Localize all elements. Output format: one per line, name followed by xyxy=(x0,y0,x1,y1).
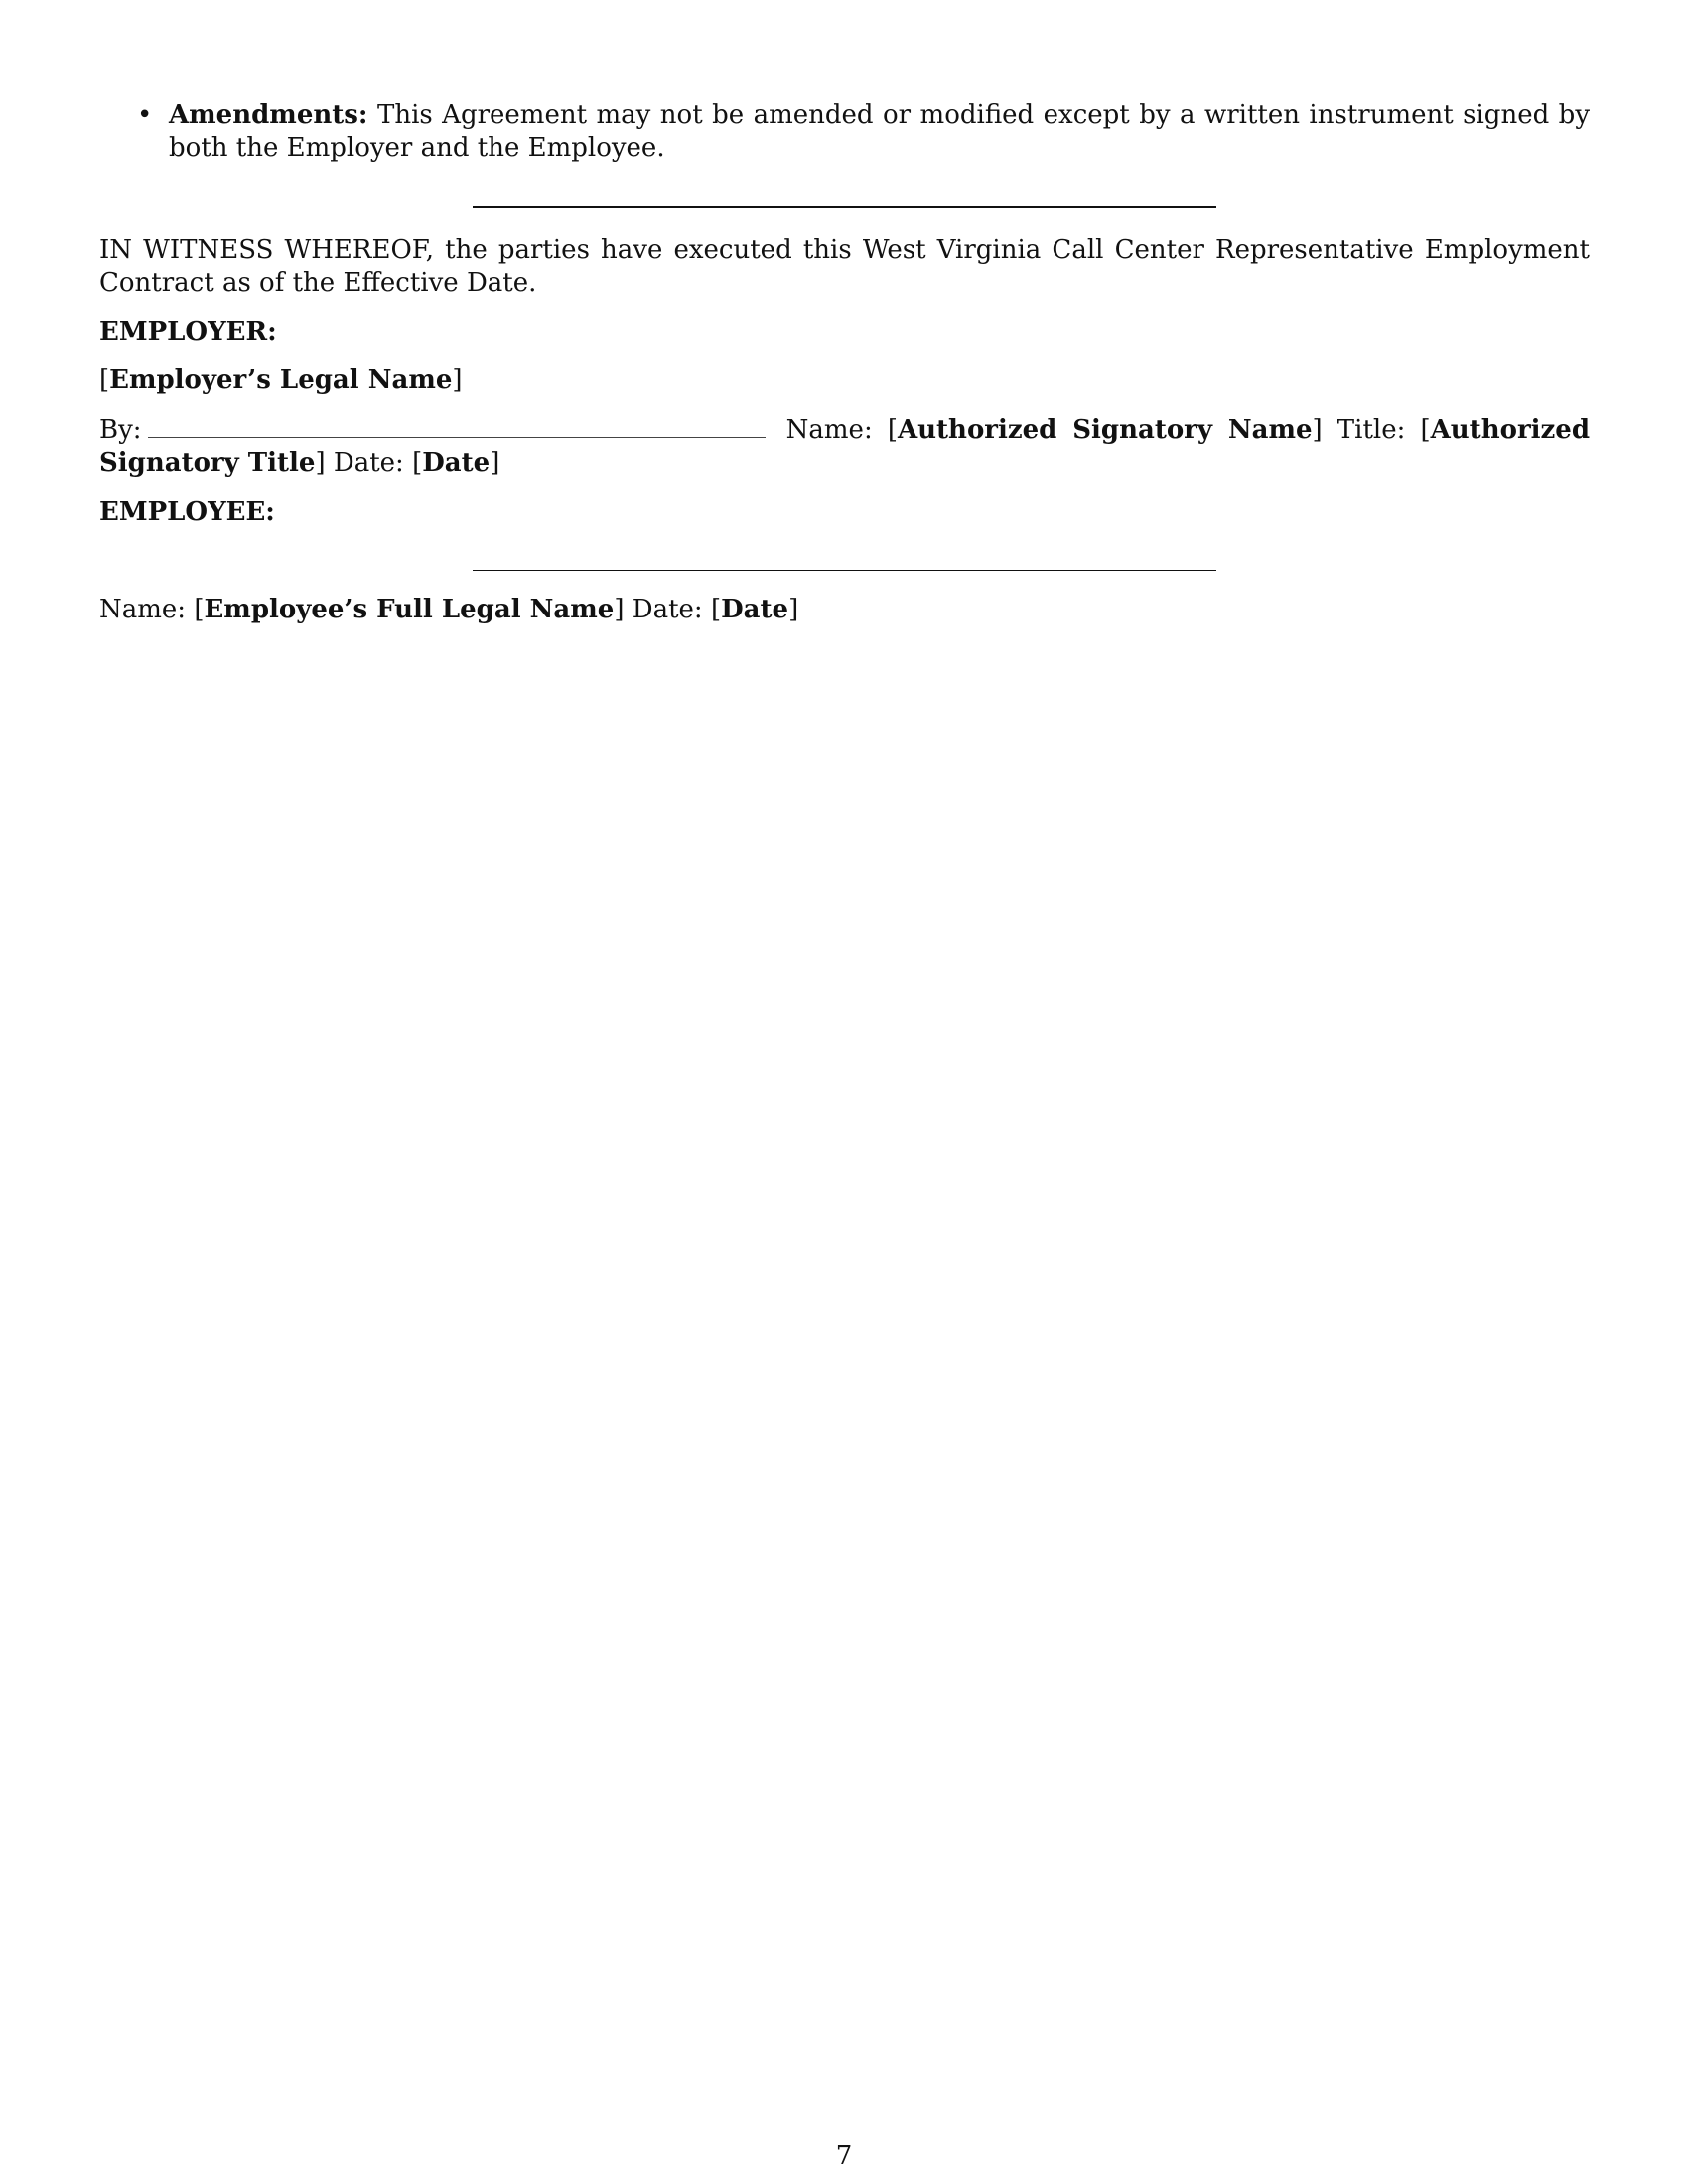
page-number: 7 xyxy=(835,2141,853,2171)
employer-date-field: [Date] xyxy=(412,448,500,478)
employee-name-placeholder: Employee’s Full Legal Name xyxy=(204,595,615,624)
bracket-open: [ xyxy=(99,365,110,395)
employer-heading-label: EMPLOYER: xyxy=(99,317,277,346)
employer-legal-name xyxy=(99,364,463,397)
section-divider xyxy=(473,206,1216,208)
amendments-text: This Agreement may not be amended or modified except by a written instrument signed by both the Employer and the Employee. xyxy=(169,100,1591,163)
employee-date-label: Date: xyxy=(632,595,703,624)
bracket-close: ] xyxy=(452,365,463,395)
signatory-name-placeholder: Authorized Signatory Name xyxy=(897,415,1313,445)
employee-name-label: Name: xyxy=(99,595,187,624)
employer-heading xyxy=(99,316,277,348)
employer-date-placeholder: Date xyxy=(422,448,491,478)
employer-signature-line xyxy=(148,415,766,438)
signatory-title-placeholder: Authorized Signatory Title xyxy=(99,415,1591,478)
employee-date-placeholder: Date xyxy=(721,595,789,624)
signatory-name-field: [Authorized Signatory Name] xyxy=(887,415,1323,445)
employee-signature-block xyxy=(99,594,798,626)
employee-name-field: [Employee’s Full Legal Name] xyxy=(194,595,625,624)
employee-date-field: [Date] xyxy=(710,595,799,624)
employee-signature-line xyxy=(473,570,1216,571)
employer-date-label: Date: xyxy=(333,448,404,478)
signatory-name-label: Name: xyxy=(785,415,873,445)
bullet-icon: • xyxy=(137,100,153,130)
employee-heading-label: EMPLOYEE: xyxy=(99,497,275,527)
amendments-clause xyxy=(169,99,1590,165)
employer-legal-name-placeholder: Employer’s Legal Name xyxy=(109,365,453,395)
employer-signature-block xyxy=(99,414,1590,479)
amendments-label: Amendments: xyxy=(169,100,368,130)
employee-heading xyxy=(99,496,275,529)
signatory-title-field: [Authorized Signatory Title] xyxy=(99,415,1591,478)
by-label: By: xyxy=(99,415,142,445)
signatory-title-label: Title: xyxy=(1336,415,1406,445)
witness-clause: IN WITNESS WHEREOF, the parties have executed this West Virginia Call Center Representative Employment Contract as of the Effective Date. xyxy=(99,235,1590,298)
